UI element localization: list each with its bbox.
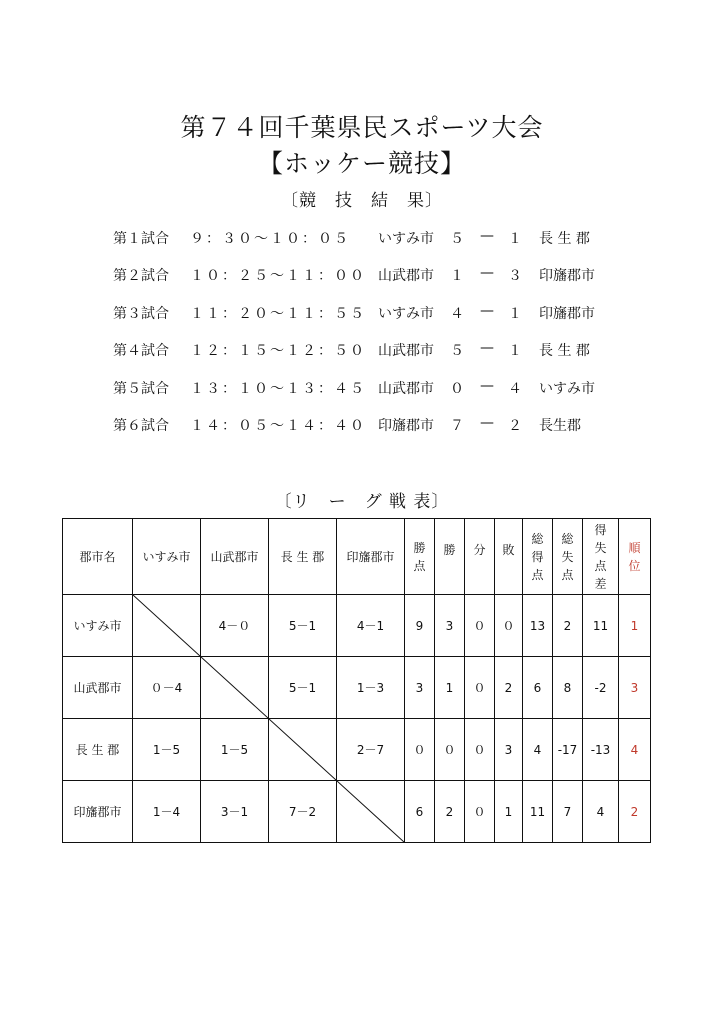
match-score2: ４ bbox=[508, 381, 522, 397]
match-score2: １ bbox=[508, 306, 522, 322]
league-wins: 3 bbox=[435, 595, 465, 657]
league-goals-for: 11 bbox=[523, 781, 553, 843]
league-result-cell: 2－7 bbox=[337, 719, 405, 781]
league-draws: ０ bbox=[465, 595, 495, 657]
header-goal-difference: 得 失 点 差 bbox=[583, 519, 619, 595]
league-points: 9 bbox=[405, 595, 435, 657]
league-row bbox=[63, 657, 651, 719]
league-rank: 4 bbox=[619, 719, 651, 781]
league-result-cell: ０－4 bbox=[133, 657, 201, 719]
league-row bbox=[63, 781, 651, 843]
match-score2: ２ bbox=[508, 418, 522, 434]
match-dash: — bbox=[480, 228, 494, 244]
header-goals-for: 総 得 点 bbox=[523, 519, 553, 595]
league-row bbox=[63, 595, 651, 657]
league-points: ０ bbox=[405, 719, 435, 781]
match-team2: 長 生 郡 bbox=[539, 231, 590, 247]
header-chosei: 長 生 郡 bbox=[269, 519, 337, 595]
league-wins: 1 bbox=[435, 657, 465, 719]
league-goals-against: 2 bbox=[553, 595, 583, 657]
league-result-cell: 1－4 bbox=[133, 781, 201, 843]
league-team-name: 長 生 郡 bbox=[63, 719, 133, 781]
league-team-name: 山武郡市 bbox=[63, 657, 133, 719]
match-score2: ３ bbox=[508, 268, 522, 284]
match-number: 第３試合 bbox=[113, 306, 169, 322]
diagonal-cell bbox=[201, 657, 269, 719]
league-result-cell: 1－3 bbox=[337, 657, 405, 719]
diagonal-line bbox=[201, 657, 268, 718]
match-row bbox=[0, 265, 724, 285]
match-team2: 印旛郡市 bbox=[539, 268, 595, 284]
diagonal-line bbox=[337, 781, 404, 842]
league-draws: ０ bbox=[465, 657, 495, 719]
match-team1: いすみ市 bbox=[378, 231, 434, 247]
match-dash: — bbox=[480, 415, 494, 431]
league-points: 6 bbox=[405, 781, 435, 843]
match-dash: — bbox=[480, 340, 494, 356]
header-team: 郡市名 bbox=[63, 519, 133, 595]
league-result-cell: 5－1 bbox=[269, 657, 337, 719]
diagonal-cell bbox=[269, 719, 337, 781]
league-heading: 〔リ ー グ 戦 表〕 bbox=[274, 492, 450, 512]
league-losses: 2 bbox=[495, 657, 523, 719]
header-losses: 敗 bbox=[495, 519, 523, 595]
league-result-cell: 3－1 bbox=[201, 781, 269, 843]
match-team1: 山武郡市 bbox=[378, 343, 434, 359]
match-score2: １ bbox=[508, 343, 522, 359]
league-result-cell: 4－1 bbox=[337, 595, 405, 657]
league-goal-difference: 11 bbox=[583, 595, 619, 657]
league-wins: 2 bbox=[435, 781, 465, 843]
match-dash: — bbox=[480, 378, 494, 394]
match-number: 第２試合 bbox=[113, 268, 169, 284]
match-score1: ５ bbox=[450, 343, 464, 359]
league-row bbox=[63, 719, 651, 781]
match-team1: 山武郡市 bbox=[378, 268, 434, 284]
match-time: １２：１５～１２：５０ bbox=[190, 343, 366, 359]
match-number: 第４試合 bbox=[113, 343, 169, 359]
match-dash: — bbox=[480, 265, 494, 281]
league-goals-against: 8 bbox=[553, 657, 583, 719]
match-team2: 長生郡 bbox=[539, 418, 581, 434]
header-inba: 印旛郡市 bbox=[337, 519, 405, 595]
match-score1: ０ bbox=[450, 381, 464, 397]
header-sanbu: 山武郡市 bbox=[201, 519, 269, 595]
diagonal-cell bbox=[133, 595, 201, 657]
league-table bbox=[62, 518, 651, 843]
match-row bbox=[0, 228, 724, 248]
match-score1: ５ bbox=[450, 231, 464, 247]
match-time: １０：２５～１１：００ bbox=[190, 268, 366, 284]
page-subtitle: 【ホッケー競技】 bbox=[257, 149, 466, 178]
match-team1: 山武郡市 bbox=[378, 381, 434, 397]
match-row bbox=[0, 303, 724, 323]
page-title: 第７４回千葉県民スポーツ大会 bbox=[180, 113, 544, 142]
match-team2: いすみ市 bbox=[539, 381, 595, 397]
header-goals-against: 総 失 点 bbox=[553, 519, 583, 595]
header-wins: 勝 bbox=[435, 519, 465, 595]
match-number: 第６試合 bbox=[113, 418, 169, 434]
league-header-row bbox=[63, 519, 651, 595]
league-result-cell: 1－5 bbox=[201, 719, 269, 781]
header-points: 勝 点 bbox=[405, 519, 435, 595]
diagonal-cell bbox=[337, 781, 405, 843]
league-goal-difference: -13 bbox=[583, 719, 619, 781]
league-goals-for: 13 bbox=[523, 595, 553, 657]
league-result-cell: 4－０ bbox=[201, 595, 269, 657]
league-losses: ０ bbox=[495, 595, 523, 657]
match-row bbox=[0, 415, 724, 435]
league-wins: ０ bbox=[435, 719, 465, 781]
match-dash: — bbox=[480, 303, 494, 319]
match-team1: いすみ市 bbox=[378, 306, 434, 322]
league-goal-difference: -2 bbox=[583, 657, 619, 719]
match-time: １１：２０～１１：５５ bbox=[190, 306, 366, 322]
league-goals-for: 4 bbox=[523, 719, 553, 781]
league-result-cell: 1－5 bbox=[133, 719, 201, 781]
league-result-cell: 5－1 bbox=[269, 595, 337, 657]
league-result-cell: 7－2 bbox=[269, 781, 337, 843]
league-points: 3 bbox=[405, 657, 435, 719]
league-rank: 3 bbox=[619, 657, 651, 719]
league-goals-against: 7 bbox=[553, 781, 583, 843]
results-heading: 〔競 技 結 果〕 bbox=[281, 191, 443, 211]
match-team2: 印旛郡市 bbox=[539, 306, 595, 322]
match-score1: ４ bbox=[450, 306, 464, 322]
match-time: １３：１０～１３：４５ bbox=[190, 381, 366, 397]
league-rank: 1 bbox=[619, 595, 651, 657]
match-score2: １ bbox=[508, 231, 522, 247]
match-score1: １ bbox=[450, 268, 464, 284]
diagonal-line bbox=[269, 719, 336, 780]
match-time: １４：０５～１４：４０ bbox=[190, 418, 366, 434]
league-losses: 3 bbox=[495, 719, 523, 781]
league-team-name: いすみ市 bbox=[63, 595, 133, 657]
match-number: 第１試合 bbox=[113, 231, 169, 247]
header-draws: 分 bbox=[465, 519, 495, 595]
match-score1: ７ bbox=[450, 418, 464, 434]
league-draws: ０ bbox=[465, 781, 495, 843]
league-draws: ０ bbox=[465, 719, 495, 781]
match-row bbox=[0, 378, 724, 398]
league-losses: 1 bbox=[495, 781, 523, 843]
league-rank: 2 bbox=[619, 781, 651, 843]
match-team1: 印旛郡市 bbox=[378, 418, 434, 434]
diagonal-line bbox=[133, 595, 200, 656]
header-isumi: いすみ市 bbox=[133, 519, 201, 595]
match-row bbox=[0, 340, 724, 360]
header-rank: 順 位 bbox=[619, 519, 651, 595]
league-goals-against: -17 bbox=[553, 719, 583, 781]
league-goals-for: 6 bbox=[523, 657, 553, 719]
league-team-name: 印旛郡市 bbox=[63, 781, 133, 843]
match-number: 第５試合 bbox=[113, 381, 169, 397]
match-time: ９：３０～１０：０５ bbox=[190, 231, 350, 247]
match-team2: 長 生 郡 bbox=[539, 343, 590, 359]
league-goal-difference: 4 bbox=[583, 781, 619, 843]
